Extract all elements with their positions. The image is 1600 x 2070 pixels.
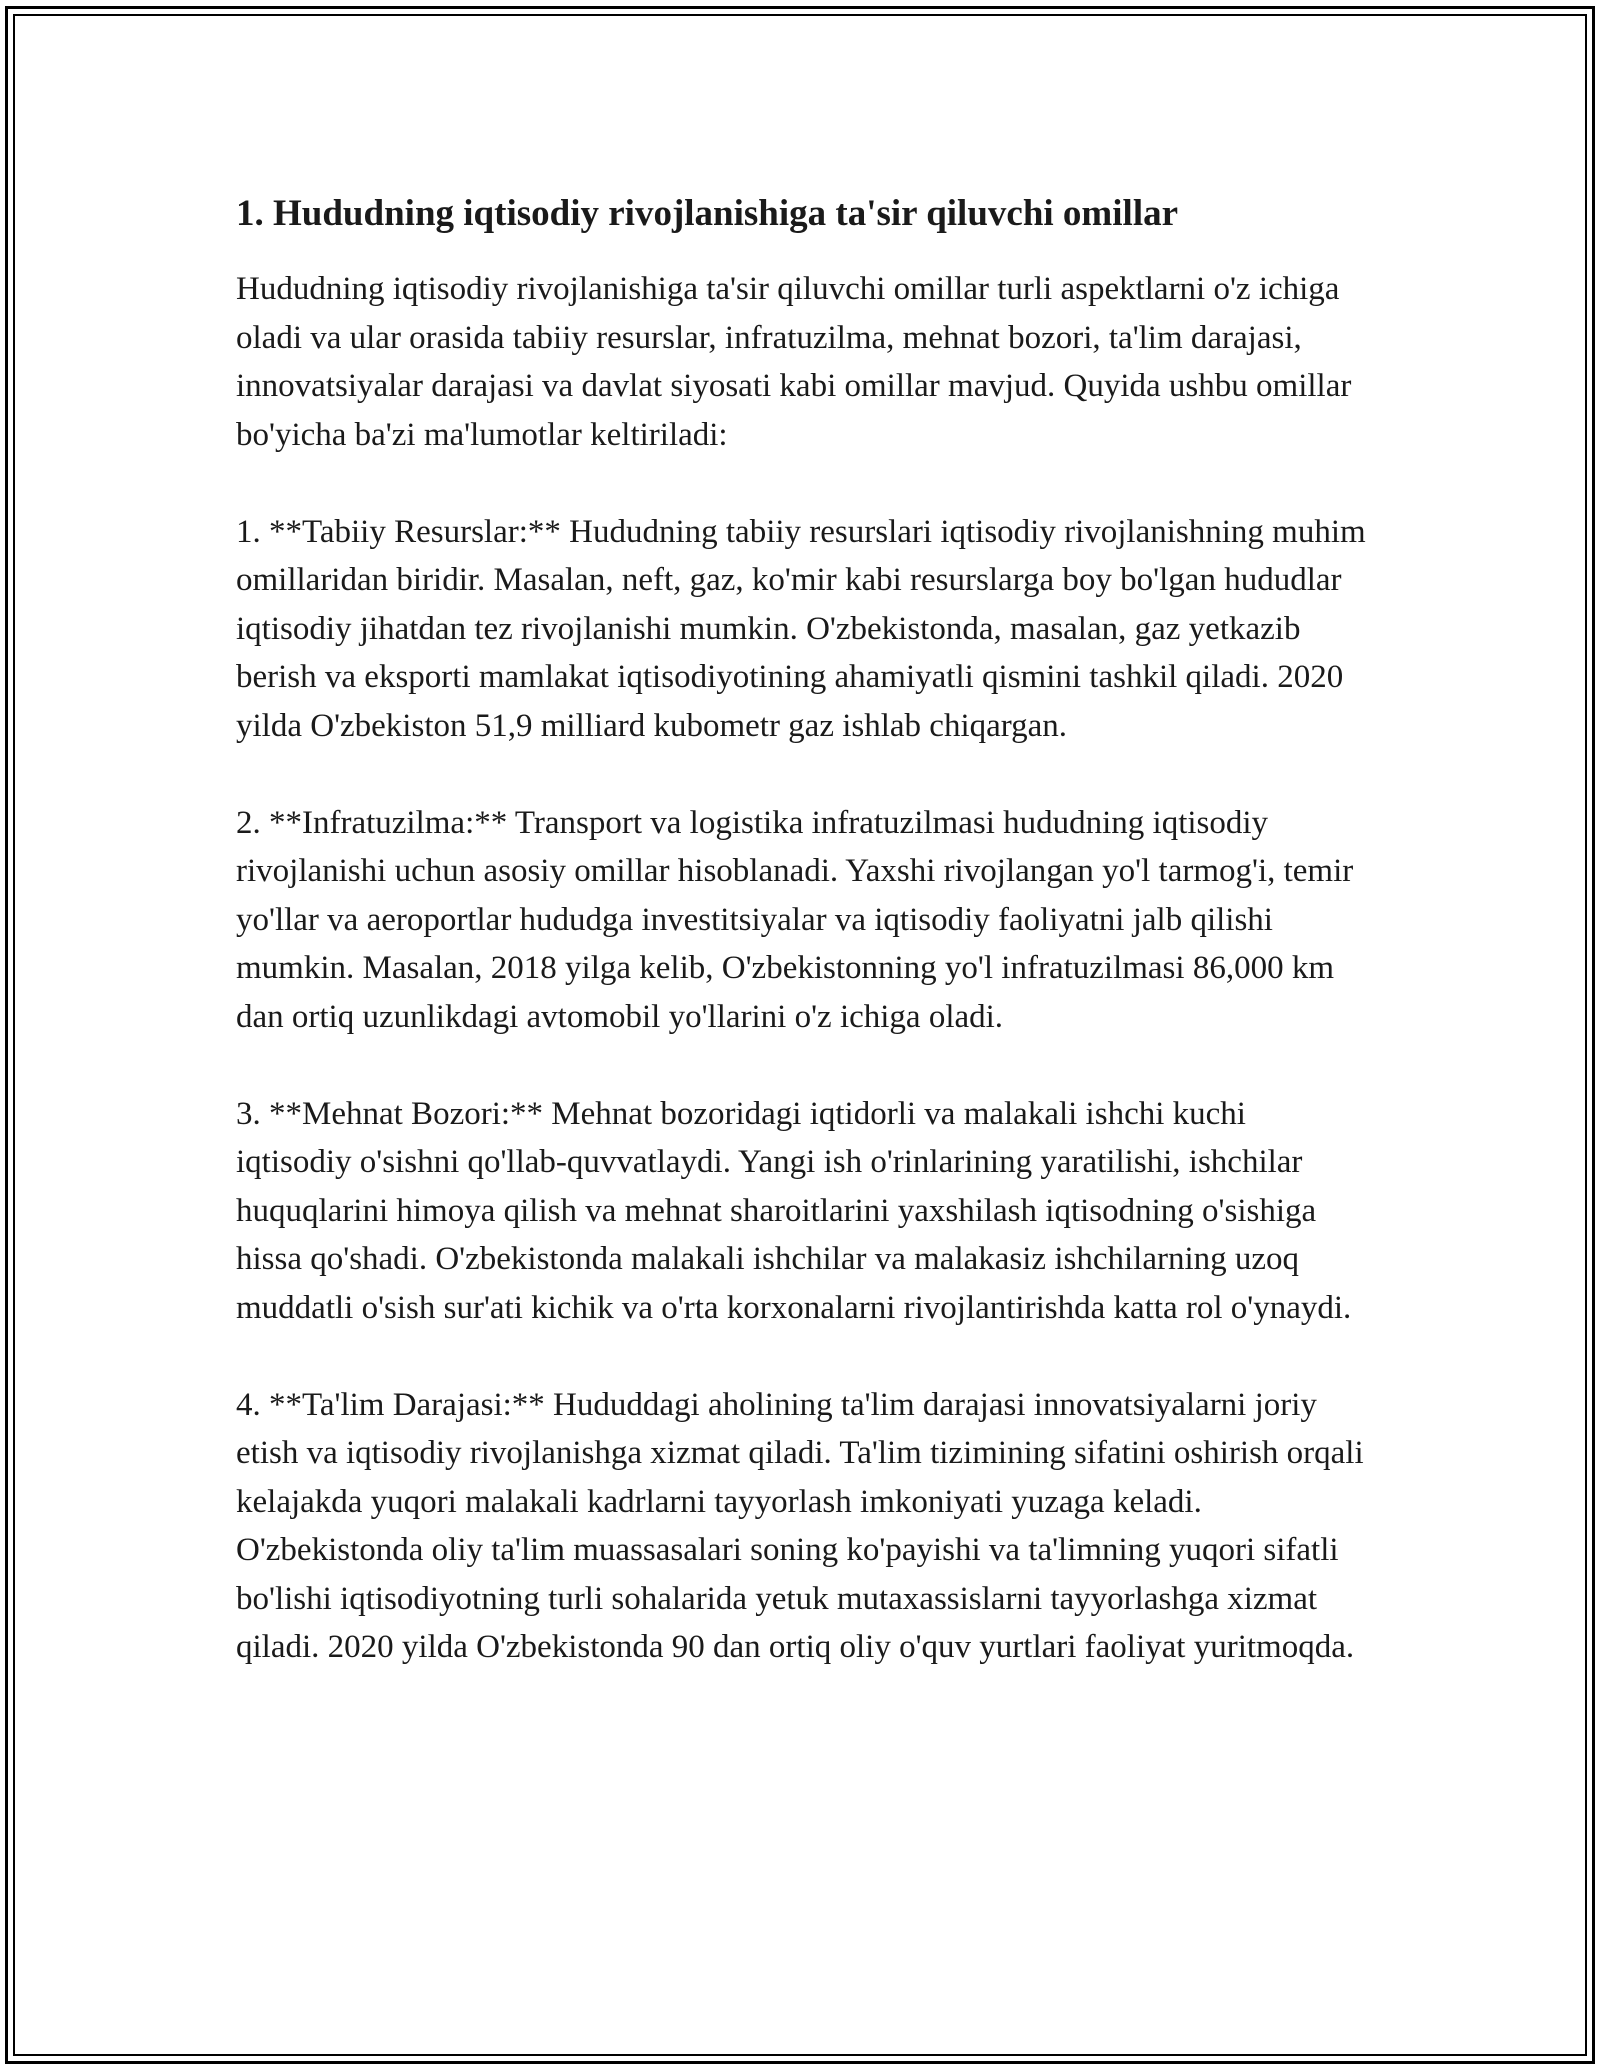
document-body [236,188,1366,1672]
paragraph-labor-market: 3. **Mehnat Bozori:** Mehnat bozoridagi iqtidorli va malakali ishchi kuchi iqtisodiy o'sishni qo'llab-quvvatlaydi. Yangi ish o'rinlarining yaratilishi, ishchilar huquqlarini himoya qilish va mehnat sharoitlarini yaxshilash iqtisodning o'sishiga hissa qo'shadi. O'zbekistonda malakali ishchilar va malakasiz ishchilarning uzoq muddatli o'sish sur'ati kichik va o'rta korxonalarni rivojlantirishda katta rol o'ynaydi. [236,1095,1352,1326]
document-title: 1. Hududning iqtisodiy rivojlanishiga ta'sir qiluvchi omillar [236,193,1179,234]
paragraph-infrastructure: 2. **Infratuzilma:** Transport va logistika infratuzilmasi hududning iqtisodiy rivojlanishi uchun asosiy omillar hisoblanadi. Yaxshi rivojlangan yo'l tarmog'i, temir yo'llar va aeroportlar hududga investitsiyalar va iqtisodiy faoliyatni jalb qilishi mumkin. Masalan, 2018 yilga kelib, O'zbekistonning yo'l infratuzilmasi 86,000 km dan ortiq uzunlikdagi avtomobil yo'llarini o'z ichiga oladi. [236,804,1354,1035]
paragraph-education-level: 4. **Ta'lim Darajasi:** Hududdagi aholining ta'lim darajasi innovatsiyalarni joriy etish va iqtisodiy rivojlanishga xizmat qiladi. Ta'lim tizimining sifatini oshirish orqali kelajakda yuqori malakali kadrlarni tayyorlash imkoniyati yuzaga keladi. O'zbekistonda oliy ta'lim muassasalari soning ko'payishi va ta'limning yuqori sifatli bo'lishi iqtisodiyotning turli sohalarida yetuk mutaxassislarni tayyorlashga xizmat qiladi. 2020 yilda O'zbekistonda 90 dan ortiq oliy o'quv yurtlari faoliyat yuritmoqda. [236,1386,1364,1665]
paragraph-natural-resources: 1. **Tabiiy Resurslar:** Hududning tabiiy resurslari iqtisodiy rivojlanishning muhim omillaridan biridir. Masalan, neft, gaz, ko'mir kabi resurslarga boy bo'lgan hududlar iqtisodiy jihatdan tez rivojlanishi mumkin. O'zbekistonda, masalan, gaz yetkazib berish va eksporti mamlakat iqtisodiyotining ahamiyatli qismini tashkil qiladi. 2020 yilda O'zbekiston 51,9 milliard kubometr gaz ishlab chiqargan. [236,513,1366,744]
intro-paragraph: Hududning iqtisodiy rivojlanishiga ta'sir qiluvchi omillar turli aspektlarni o'z ichiga oladi va ular orasida tabiiy resurslar, infratuzilma, mehnat bozori, ta'lim darajasi, innovatsiyalar darajasi va davlat siyosati kabi omillar mavjud. Quyida ushbu omillar bo'yicha ba'zi ma'lumotlar keltiriladi: [236,271,1352,453]
